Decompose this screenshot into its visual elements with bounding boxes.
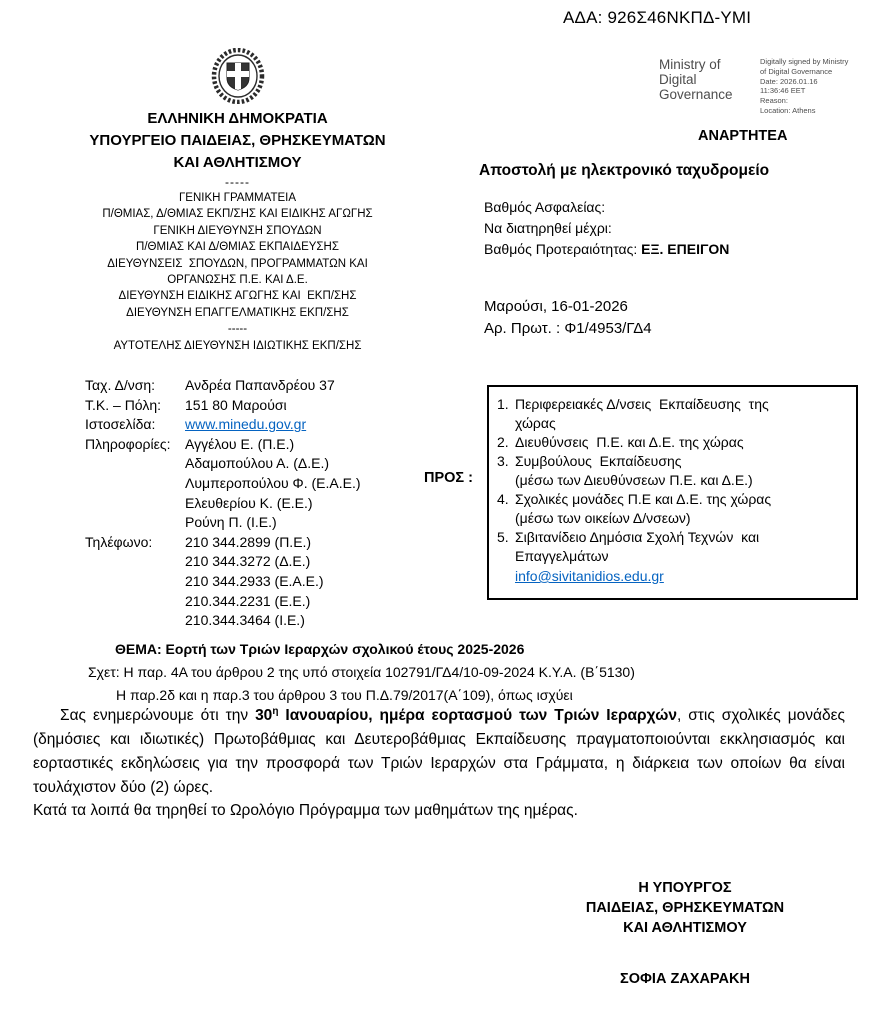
contact-row (85, 513, 361, 533)
ministry-title-line2: ΚΑΙ ΑΘΛΗΤΙΣΜΟΥ (173, 154, 302, 171)
body-text-segment: , στις σχολικές μονάδες (δημόσιες και ιδιωτικές) Πρωτοβάθμιας και Δευτεροβάθμιας Εκπαίδευσης πραγματοποιούνται εκκλησιασμός και εορταστικές εκδηλώσεις για την προσφορά των Τριών Ιεραρχών στα Γράμματα, η διάρκεια των οποίων θα είναι τουλάχιστον δύο (2) ώρες. (33, 707, 845, 796)
body-text-segment: Σας ενημερώνουμε ότι την (60, 707, 256, 725)
divider-dashes: ----- (225, 175, 250, 189)
anartitea-label: ΑΝΑΡΤΗΤΕΑ (698, 128, 788, 144)
contact-row (85, 494, 361, 514)
contact-row (85, 611, 361, 631)
department-line: ΔΙΕΥΘΥΝΣΗ ΕΙΔΙΚΗΣ ΑΓΩΓΗΣ ΚΑΙ ΕΚΠ/ΣΗΣ (118, 290, 357, 303)
contact-value: Ελευθερίου Κ. (Ε.Ε.) (185, 494, 313, 511)
contact-block (85, 376, 361, 631)
contact-row (85, 415, 361, 435)
stamp-detail-line: Digitally signed by Ministry (760, 57, 849, 66)
contact-value: 151 80 Μαρούσι (185, 396, 287, 413)
recipient-number: 1. (497, 396, 509, 412)
body-bold-date-sup: η (272, 706, 279, 717)
department-line: ΑΥΤΟΤΕΛΗΣ ΔΙΕΥΘΥΝΣΗ ΙΔΙΩΤΙΚΗΣ ΕΚΠ/ΣΗΣ (113, 339, 362, 352)
recipient-text: Σχολικές μονάδες Π.Ε και Δ.Ε. της χώρας (515, 491, 772, 507)
contact-row (85, 533, 361, 553)
signer-title-line1: Η ΥΠΟΥΡΓΟΣ (638, 880, 732, 896)
contact-row (85, 376, 361, 396)
body-text (33, 700, 845, 823)
security-block (484, 197, 729, 260)
signer-title-line3: ΚΑΙ ΑΘΛΗΤΙΣΜΟΥ (623, 920, 747, 936)
divider-dashes: ----- (227, 323, 248, 336)
signer-title-line2: ΠΑΙΔΕΙΑΣ, ΘΡΗΣΚΕΥΜΑΤΩΝ (585, 900, 785, 916)
contact-row (85, 592, 361, 612)
recipient-text: Επαγγελμάτων (515, 548, 609, 564)
recipient-number: 5. (497, 529, 509, 545)
recipient-text: χώρας (515, 415, 556, 431)
stamp-detail-line: Date: 2026.01.16 (760, 76, 818, 86)
priority-label: Βαθμός Προτεραιότητας: (484, 241, 638, 257)
place-and-date: Μαρούσι, 16-01-2026 (484, 298, 628, 315)
body-paragraph-2: Κατά τα λοιπά θα τηρηθεί το Ωρολόγιο Πρόγραμμα των μαθημάτων της ημέρας. (33, 802, 578, 820)
recipient-item (497, 528, 850, 586)
contact-value: Ανδρέα Παπανδρέου 37 (185, 377, 335, 393)
minedu-website-link[interactable]: www.minedu.gov.gr (185, 416, 307, 433)
contact-row (85, 454, 361, 474)
recipient-item (497, 452, 850, 490)
recipients-box (487, 385, 858, 600)
signature-block (535, 878, 835, 989)
contact-label: Ταχ. Δ/νση: (85, 377, 156, 393)
contact-value: Αγγέλου Ε. (Π.Ε.) (185, 435, 295, 452)
contact-value: Αδαμοπούλου Α. (Δ.Ε.) (185, 455, 330, 472)
contact-value: 210.344.3464 (Ι.Ε.) (185, 612, 305, 629)
contact-row (85, 435, 361, 455)
contact-row (85, 572, 361, 592)
reference-line-2: Η παρ.2δ και η παρ.3 του άρθρου 3 του Π.Δ.79/2017(Α΄109), όπως ισχύει (116, 687, 573, 703)
department-line: ΔΙΕΥΘΥΝΣΕΙΣ ΣΠΟΥΔΩΝ, ΠΡΟΓΡΑΜΜΑΤΩΝ ΚΑΙ (107, 257, 368, 270)
stamp-details (760, 57, 870, 116)
delivery-method-label: Αποστολή με ηλεκτρονικό ταχυδρομείο (479, 162, 770, 179)
priority-value: ΕΞ. ΕΠΕΙΓΟΝ (641, 241, 730, 257)
body-bold-phrase: Ιανουαρίου, ημέρα εορτασμού των Τριών Ιεραρχών (278, 707, 677, 725)
republic-title: ΕΛΛΗΝΙΚΗ ΔΗΜΟΚΡΑΤΙΑ (147, 110, 328, 127)
sivitanidios-email-link[interactable]: info@sivitanidios.edu.gr (515, 568, 664, 584)
recipient-text: Σιβιτανίδειο Δημόσια Σχολή Τεχνών και (515, 529, 760, 545)
priority-row (484, 239, 729, 260)
digital-signature-stamp (659, 57, 870, 116)
body-bold-date: 30 (255, 707, 273, 725)
reference-line-1: Σχετ: Η παρ. 4Α του άρθρου 2 της υπό στοιχεία 102791/ΓΔ4/10-09-2024 Κ.Υ.Α. (Β΄5130) (88, 664, 635, 680)
signer-name: ΣΟΦΙΑ ΖΑΧΑΡΑΚΗ (620, 971, 750, 987)
recipient-text: Συμβούλους Εκπαίδευσης (515, 453, 682, 469)
contact-row (85, 396, 361, 416)
recipient-text: (μέσω των οικείων Δ/νσεων) (515, 510, 691, 526)
contact-label: Πληροφορίες: (85, 435, 171, 452)
department-line: Π/ΘΜΙΑΣ, Δ/ΘΜΙΑΣ ΕΚΠ/ΣΗΣ ΚΑΙ ΕΙΔΙΚΗΣ ΑΓΩΓΗΣ (102, 208, 373, 221)
contact-row (85, 552, 361, 572)
ada-code: ΑΔΑ: 926Σ46ΝΚΠΔ-ΥΜΙ (563, 8, 752, 27)
pros-label: ΠΡΟΣ : (424, 470, 473, 486)
contact-value: Ρούνη Π. (Ι.Ε.) (185, 514, 277, 531)
stamp-detail-line: Location: Athens (760, 105, 816, 115)
contact-value: Λυμπεροπούλου Φ. (Ε.Α.Ε.) (185, 474, 361, 491)
contact-value: 210 344.3272 (Δ.Ε.) (185, 553, 311, 570)
contact-value: 210 344.2933 (Ε.Α.Ε.) (185, 572, 324, 589)
contact-label: Τ.Κ. – Πόλη: (85, 396, 162, 413)
contact-value: 210.344.2231 (Ε.Ε.) (185, 592, 311, 609)
department-line: ΓΕΝΙΚΗ ΓΡΑΜΜΑΤΕΙΑ (178, 192, 297, 204)
recipient-text: (μέσω των Διευθύνσεων Π.Ε. και Δ.Ε.) (515, 472, 753, 488)
stamp-detail-line: of Digital Governance (760, 66, 833, 76)
recipient-item (497, 490, 850, 528)
contact-label: Τηλέφωνο: (85, 533, 153, 550)
letterhead (55, 48, 420, 354)
recipient-text: Περιφερειακές Δ/νσεις Εκπαίδευσης της (515, 396, 769, 412)
recipient-item (497, 395, 850, 433)
recipient-item (497, 433, 850, 452)
department-line: ΔΙΕΥΘΥΝΣΗ ΕΠΑΓΓΕΛΜΑΤΙΚΗΣ ΕΚΠ/ΣΗΣ (126, 306, 349, 319)
stamp-signer-name: Ministry of Digital Governance (659, 57, 733, 103)
stamp-detail-line: 11:36:46 EET (760, 86, 806, 96)
department-line: ΟΡΓΑΝΩΣΗΣ Π.Ε. ΚΑΙ Δ.Ε. (167, 274, 308, 287)
body-paragraph-1 (33, 700, 845, 799)
keep-until-label: Να διατηρηθεί μέχρι: (484, 220, 612, 236)
recipient-number: 2. (497, 434, 509, 450)
recipient-number: 3. (497, 453, 509, 469)
contact-label: Ιστοσελίδα: (85, 416, 156, 433)
security-level-label: Βαθμός Ασφαλείας: (484, 199, 606, 215)
recipient-number: 4. (497, 491, 509, 507)
stamp-detail-line: Reason: (760, 96, 788, 105)
greek-coat-of-arms-icon (207, 48, 269, 104)
subject-line: ΘΕΜΑ: Εορτή των Τριών Ιεραρχών σχολικού έτους 2025-2026 (115, 641, 525, 657)
department-line: ΓΕΝΙΚΗ ΔΙΕΥΘΥΝΣΗ ΣΠΟΥΔΩΝ (153, 224, 322, 237)
contact-value: 210 344.2899 (Π.Ε.) (185, 533, 312, 550)
recipient-text: Διευθύνσεις Π.Ε. και Δ.Ε. της χώρας (515, 434, 744, 450)
contact-row (85, 474, 361, 494)
protocol-number: Αρ. Πρωτ. : Φ1/4953/ΓΔ4 (484, 320, 652, 337)
ministry-title-line1: ΥΠΟΥΡΓΕΙΟ ΠΑΙΔΕΙΑΣ, ΘΡΗΣΚΕΥΜΑΤΩΝ (89, 132, 386, 149)
department-line: Π/ΘΜΙΑΣ ΚΑΙ Δ/ΘΜΙΑΣ ΕΚΠΑΙΔΕΥΣΗΣ (136, 241, 339, 254)
